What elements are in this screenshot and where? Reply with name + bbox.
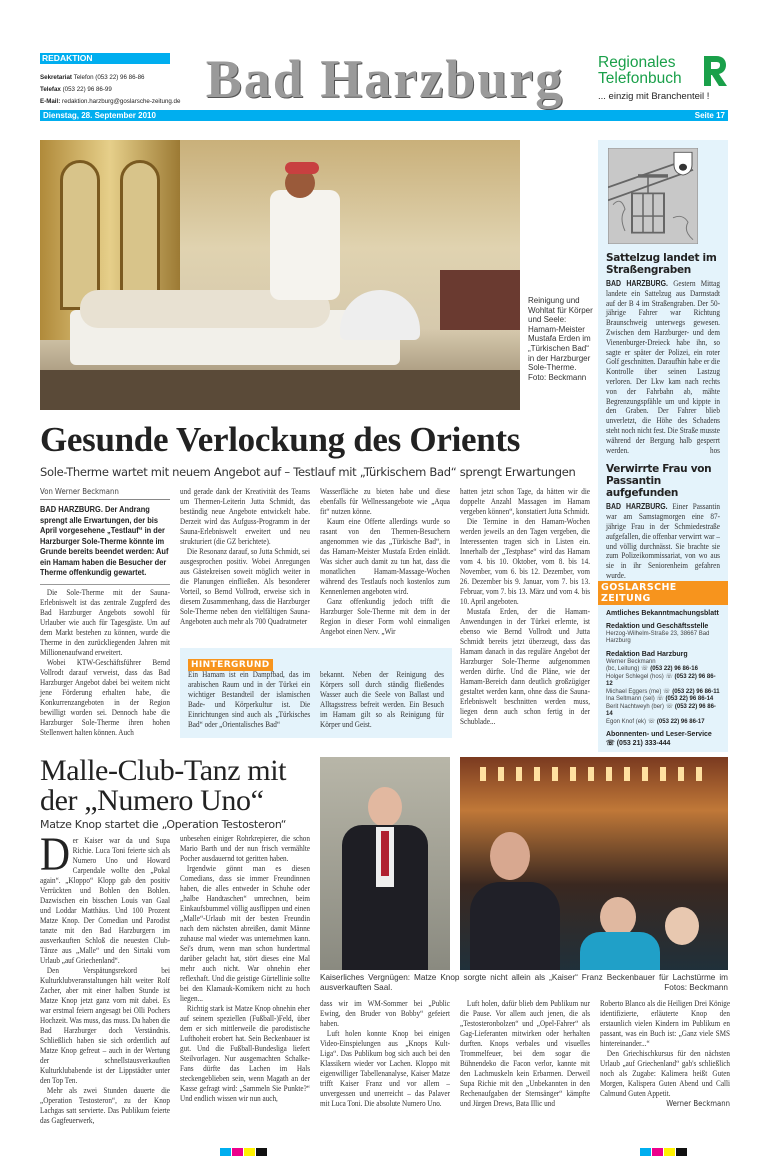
news2-headline: Verwirrte Frau von Passantin aufgefunden xyxy=(606,463,712,500)
telefonbuch-r-logo-icon xyxy=(700,54,728,88)
lead-paragraph: BAD HARZBURG. Der Andrang sprengt alle Erwartungen, der bis April vorgesehene „Testlauf“ in der Harzburger Sole-Therme könnte im Grunde bereits beendet werden: Auf ein Hamam haben die Besucher der Therme offenkundig gewartet. xyxy=(40,504,169,577)
second-col2: unbesehen einiger Rohrkrepierer, die schon Mario Barth und der nun frisch vermählte Pocher ausdauernd tot geritten haben. Irgendwie gönnt man es diesen Comedians, dass sie immer Freundinnen haben, die alles entweder in Schuhe oder „halbe Handtaschen“ umrechnen, beim Einkaufsbummel völlig ausflippen und einen „Malle“-Urlaub mit der besten Freundin nach dem nächsten abreißen, damit Männe zuhause mal wieder was unternehmen kann. Sei's drum, wenn man schon hundertmal darüber gelacht hat, stört dieses eine Mal mehr auch nicht. War ohnehin eher reflexhaft. Und die geistige Gürtellinie sollte bei den Klamauk-Komikern nicht zu hoch liegen... Richtig stark ist Matze Knop ohnehin eher auf seinem speziellen (Fußball-)Feld, über dem er sich mittlerweile die parodistische Lufthoheit erobert hat. Sein Beckenbauer ist gut. Und die Fußball-Bundesliga liefert Steilvorlagen. Nur ausgemachten Schalke-Fans dürfte das Lachen im Hals steckengeblieben sein, wenn Magath an der Kasse gefragt wird: „Sammeln Sie Punkte?“ Und endlich wissen wir nun auch, xyxy=(180,834,311,1103)
imprint-office-title: Redaktion und Geschäftsstelle xyxy=(606,622,709,630)
second-headline: Malle-Club-Tanz mit der „Numero Uno“ xyxy=(40,754,287,817)
ad-tagline: ... einzig mit Branchenteil ! xyxy=(598,91,710,102)
staff-row: Holger Schlegel (hos) ☏ (053 22) 96 86-12 xyxy=(606,673,716,688)
news1-kicker: BAD HARZBURG. xyxy=(606,279,668,288)
imprint-local-title: Redaktion Bad Harzburg xyxy=(606,650,688,658)
staff-row: Berit Nachtweyh (ber) ☏ (053 22) 96 86-14 xyxy=(606,703,716,718)
hintergrund-box xyxy=(180,648,452,738)
second-author: Werner Beckmann xyxy=(666,1099,731,1108)
staff-row: Ina Seltmann (sel) ☏ (053 22) 96 86-14 xyxy=(606,696,714,703)
hintergrund-text-a: Ein Hamam ist ein Dampfbad, das im arabischen Raum und in der Türkei ein wichtiger Bestandteil der islamischen Bade- und Körperkultur ist. Die Einrichtungen sind auch als „Türkisches Bad“ oder „Orientalisches Bad“ xyxy=(188,670,311,729)
date-bar xyxy=(40,110,728,121)
drop-cap: D xyxy=(40,828,71,881)
ad-line2: Telefonbuch xyxy=(598,70,682,87)
news2-kicker: BAD HARZBURG. xyxy=(606,502,668,512)
page-number: Seite 17 xyxy=(694,111,725,120)
phone-icon: ☏ xyxy=(606,740,615,748)
news2-body xyxy=(606,502,720,580)
color-registration-marks xyxy=(220,1148,267,1156)
hintergrund-badge: HINTERGRUND xyxy=(188,659,273,671)
sidebar xyxy=(598,140,728,752)
issue-date: Dienstag, 28. September 2010 xyxy=(43,111,156,120)
second-col5: Roberto Blanco als die Heiligen Drei Könige identifizierte, erläuterte Knop den erstaunlich vielen Kindern im Publikum en passant, was ein Buch ist: „Ganz viele SMS hintereinander...“ Den Griechischkursus für den nächsten Urlaub „auf Griechenland“ gab's schließlich noch als Zugabe: Kalimera heißt Guten Morgen, Kalispera Guten Abend und Calli Calmund Guten Appetit. Werner Beckmann xyxy=(600,999,731,1108)
news1-author: hos xyxy=(709,445,720,455)
telefax-label: Telefax xyxy=(40,86,61,93)
sidebar-news xyxy=(606,252,720,581)
email-label: E-Mail: xyxy=(40,98,61,105)
staff-row: Egon Knof (ek) ☏ (053 22) 96 86-17 xyxy=(606,718,705,725)
lead-subheadline: Sole-Therme wartet mit neuem Angebot auf – Testlauf mit „Türkischem Bad“ sprengt Erwartungen xyxy=(40,465,576,479)
audience-photo xyxy=(460,757,728,970)
telefonbuch-ad[interactable] xyxy=(598,55,709,105)
second-subheadline: Matze Knop startet die „Operation Testosteron“ xyxy=(40,818,287,831)
seilbahn-vignette-icon xyxy=(608,148,698,244)
lead-col3: Wasserfläche zu bieten habe und diese ebenfalls für Wellnessangebote wie „Aqua fit“ nutzen könne. Kaum eine Offerte allerdings wurde so rasant von den Thermen-Besuchern angenommen wie das „Türkische Bad“, in das Hamam-Meister Mustafa Erden einlädt. Was sicher auch damit zu tun hat, dass die monatlichen Hamam-Massage-Wochen während des Testlaufs noch kostenlos zum Kennenlernen angeboten wird. Ganz offenkundig jedoch trifft die Harzburger Sole-Therme mit dem in der Region in dieser Form wohl einmaligen Angebot einen Nerv. „Wir xyxy=(320,487,451,636)
email-link[interactable]: redaktion.harzburg@goslarsche-zeitung.de xyxy=(62,98,181,105)
news1-body xyxy=(606,279,720,455)
news1-text: Gestern Mittag landete ein Sattelzug aus Darmstadt auf der B 4 im Straßengraben. Der 50-jährige Fahrer war Richtung Braunschweig unterwegs gewesen. Zwischen dem Harzburger- und dem Vienenburger-Dreieck habe ihn, so sagte er später der Polizei, ein roter Golf geschnitten. Daraufhin habe er die Kontrolle über seinen Lastzug verloren. Der Lkw kam nach rechts von der Fahrbahn ab, mähte Begrenzungspfähle um und kippte in den Graben. Der Fahrer blieb unverletzt, die Höhe des Schadens steht noch nicht fest. Die Straße musste während der Bergung halb gesperrt werden. xyxy=(606,279,720,455)
service-phone: ☏ (053 21) 333-444 xyxy=(606,740,671,748)
ad-line1: Regionales xyxy=(598,54,676,71)
news2-text: Einer Passantin war am Samstagmorgen eine 87-jährige Frau in der Schmiedestraße aufgefallen, die offenbar verwirrt war – und völlig durchnässt. Sie brachte sie zum Polizeikommissariat, von wo aus sie in ihr Seniorenheim gefahren wurde. xyxy=(606,502,720,580)
byline: Von Werner Beckmann xyxy=(40,487,170,500)
imprint xyxy=(598,581,728,749)
second-col1: Der Kaiser war da und Supa Richie. Luca Toni feierte sich als Numero Uno und Howard Carpendale wollte den „Pokal again“. „Kloppo“ Klopp gab den positiv Verrückten und Bohlen den Bohlen. Dazwischen ein bisschen Louis van Gaal und Loddar Matthäus. Und 100 Prozent Matze Knop. Der Comedian und Parodist tanzte mit den Bad Harzburgern im ausverkauften Schloß die neuesten Club-Tänze aus „Malle“ und den Sirtaki vom Urlaub „auf Griechenland“. Den Verspätungsrekord bei Kulturklubveranstaltungen hält weiter Rolf Zacher, aber mit einer halben Stunde ist Matze Knop jetzt ganz vorn mit dabei. Es war erstmal feiern angesagt bei Olli Pochers Hochzeit. Was muss, das muss. Da haben die Bad Harzburger doch Verständnis. Schließlich haben sie sich ordentlich auf Matze Knop gefreut – auch in der Wertung der schnellstausverkauften Kulturklubabende ist der Lippstädter unter den Top Ten. Mehr als zwei Stunden dauerte die „Operation Testosteron“, zu der Knop Lachgas satt servierte. Das Publikum feierte das Gagfeuerwerk, xyxy=(40,828,171,1125)
matze-knop-photo xyxy=(320,757,450,970)
sekretariat-phone: Telefon (053 22) 96 86-86 xyxy=(73,74,145,81)
redaktion-label: REDAKTION xyxy=(40,53,170,64)
lead-headline: Gesunde Verlockung des Orients xyxy=(40,420,521,459)
imprint-service-title: Abonnenten- und Leser-Service xyxy=(606,731,712,739)
second-col4: Luft holen, dafür blieb dem Publikum nur die Pause. Vor allem auch jenen, die als „Testosteronbolzen“ und „Opel-Fahrer“ als Gag-Lieferanten mitwirken oder herhalten durften. Knops verbales und visuelles Trommelfeuer, bei dem sogar die Bühnendeko die Facon verlor, kannte mit den Lachmuskeln kein Erbarmen. Derweil Supa Richie mit den „Unbekannten in den Rechenaufgaben der Sternsänger“ kämpfte und Jürgen Drews, Bata Illic und xyxy=(460,999,591,1108)
staff-name: Werner Beckmann xyxy=(606,658,656,665)
news1-headline: Sattelzug landet im Straßengraben xyxy=(606,252,717,276)
telefax-number: (053 22) 96 86-99 xyxy=(62,86,112,93)
color-registration-marks xyxy=(640,1148,687,1156)
contact-info xyxy=(40,72,180,108)
hamam-photo xyxy=(40,140,520,410)
photo-credit: Fotos: Beckmann xyxy=(664,983,728,992)
gz-brand-badge: GOSLARSCHE ZEITUNG xyxy=(598,581,728,605)
lead-col2: und gerade dank der Kreativität des Teams um Thermen-Leiterin Jutta Schmidt, das beständig neue Angebote entwickelt habe. Derzeit wird das Aufguss-Programm in der Sauna-Erlebniswelt erweitert und neu strukturiert (die GZ berichtete). Die Resonanz darauf, so Jutta Schmidt, sei ausgesprochen positiv. Wobei Anregungen aus Gästekreisen soweit möglich weiter in die Planungen einfließen. Als besonderer Vorteil, so Bernd Vollrodt, erweise sich in diesem Zusammenhang, dass die Harzburger Sole-Therme neben den vielfältigen Sauna-Angeboten auch mehr als 700 Quadratmeter xyxy=(180,487,311,626)
lead-col1: Die Sole-Therme mit der Sauna-Erlebniswelt ist das zentrale Zugpferd des Bad Harzburger Angebots sowohl für Urlauber wie auch für Tagesgäste. Um auf dem Markt bestehen zu können, wurde die Therme in den zurückliegenden Jahren mit Millionenaufwand erweitert. Wobei KTW-Geschäftsführer Bernd Vollrodt darauf verweist, dass das Bad Harzburger Angebot dabei bei weitem nicht jene Förderung erhalten habe, die Konkurrenzangeboten in der Region bewilligt worden sei. Dennoch habe die Harzburger Sole-Therme ihren hohen Stellenwert halten können. Auch xyxy=(40,584,170,738)
second-photo-caption: Kaiserliches Vergnügen: Matze Knop sorgte nicht allein als „Kaiser“ Franz Beckenbauer für Lachstürme im ausverkauften Saal. Fotos: Beckmann xyxy=(320,973,728,992)
sekretariat-label: Sekretariat xyxy=(40,74,72,81)
imprint-official: Amtliches Bekanntmachungsblatt xyxy=(606,609,719,617)
masthead: Bad Harzburg xyxy=(205,49,565,109)
staff-row: (bc, Leitung) ☏ (053 22) 96 86-16 xyxy=(606,666,698,673)
lead-col4: hatten jetzt schon Tage, da hätten wir die doppelte Anzahl Massagen im Hamam vergeben können“, konstatiert Jutta Schmidt. Die Termine in den Hamam-Wochen werden jeweils an den Tagen vergeben, die Interessenten tragen sich in Listen ein. Innerhalb der „Testphase“ wird das Hamam vom 4. bis 10. Oktober, vom 8. bis 14. November, vom 6. bis 12. Dezember, vom 26. Dezember bis 9. Januar, vom 7. bis 13. Februar, vom 7. bis 13. März und vom 4. bis 10. April angeboten. Mustafa Erden, der die Hamam-Anwendungen in der Türkei erlernte, ist ebenso wie Bernd Vollrodt und Jutta Schmidt bereits jetzt überzeugt, dass das Hamam danach in das reguläre Angebot der Harzburger Sole-Therme aufgenommen werden dürfte. Und die Pläne, wie der Hamam-Bereich dann deutlich großzügiger gestaltet werden kann, ohne dass die Sauna-Erlebniswelt beschnitten werden muss, liegen denn auch schon fertig in der Schublade... xyxy=(460,487,591,726)
imprint-address: Herzog-Wilhelm-Straße 23, 38667 Bad Harzburg xyxy=(606,630,710,645)
hintergrund-text-b: bekannt. Neben der Reinigung des Körpers soll durch ständig fließendes Wasser auch die Seele von Ballast und Alltagsstress befreit werden. Ein Besuch im Hamam gilt so als Reinigung für Körper und Geist. xyxy=(320,670,444,729)
staff-row: Michael Eggers (me) ☏ (053 22) 96 86-11 xyxy=(606,688,720,695)
second-col3: dass wir im WM-Sommer bei „Public Ewing, den Bruder von Bobby“ gefeiert haben. Luft holen konnte Knop bei einigen Video-Einspielungen aus „Knops Kult-Liga“. Das Publikum bog sich auch bei den Klassikern wieder vor Lachen. Kloppo mit eigenwilliger Tabellenanalyse, Kaiser Matze trifft Kaiser Franz und vor allem – unvergessen und unerreicht – das Palaver mit Luca Toni. Die absolute Numero Uno. xyxy=(320,999,451,1108)
lead-photo-caption: Reinigung und Wohltat für Körper und Seele: Hamam-Meister Mustafa Erden im „Türkischen Bad“ in der Harzburger Sole-Therme. Foto: Beckmann xyxy=(528,296,593,382)
